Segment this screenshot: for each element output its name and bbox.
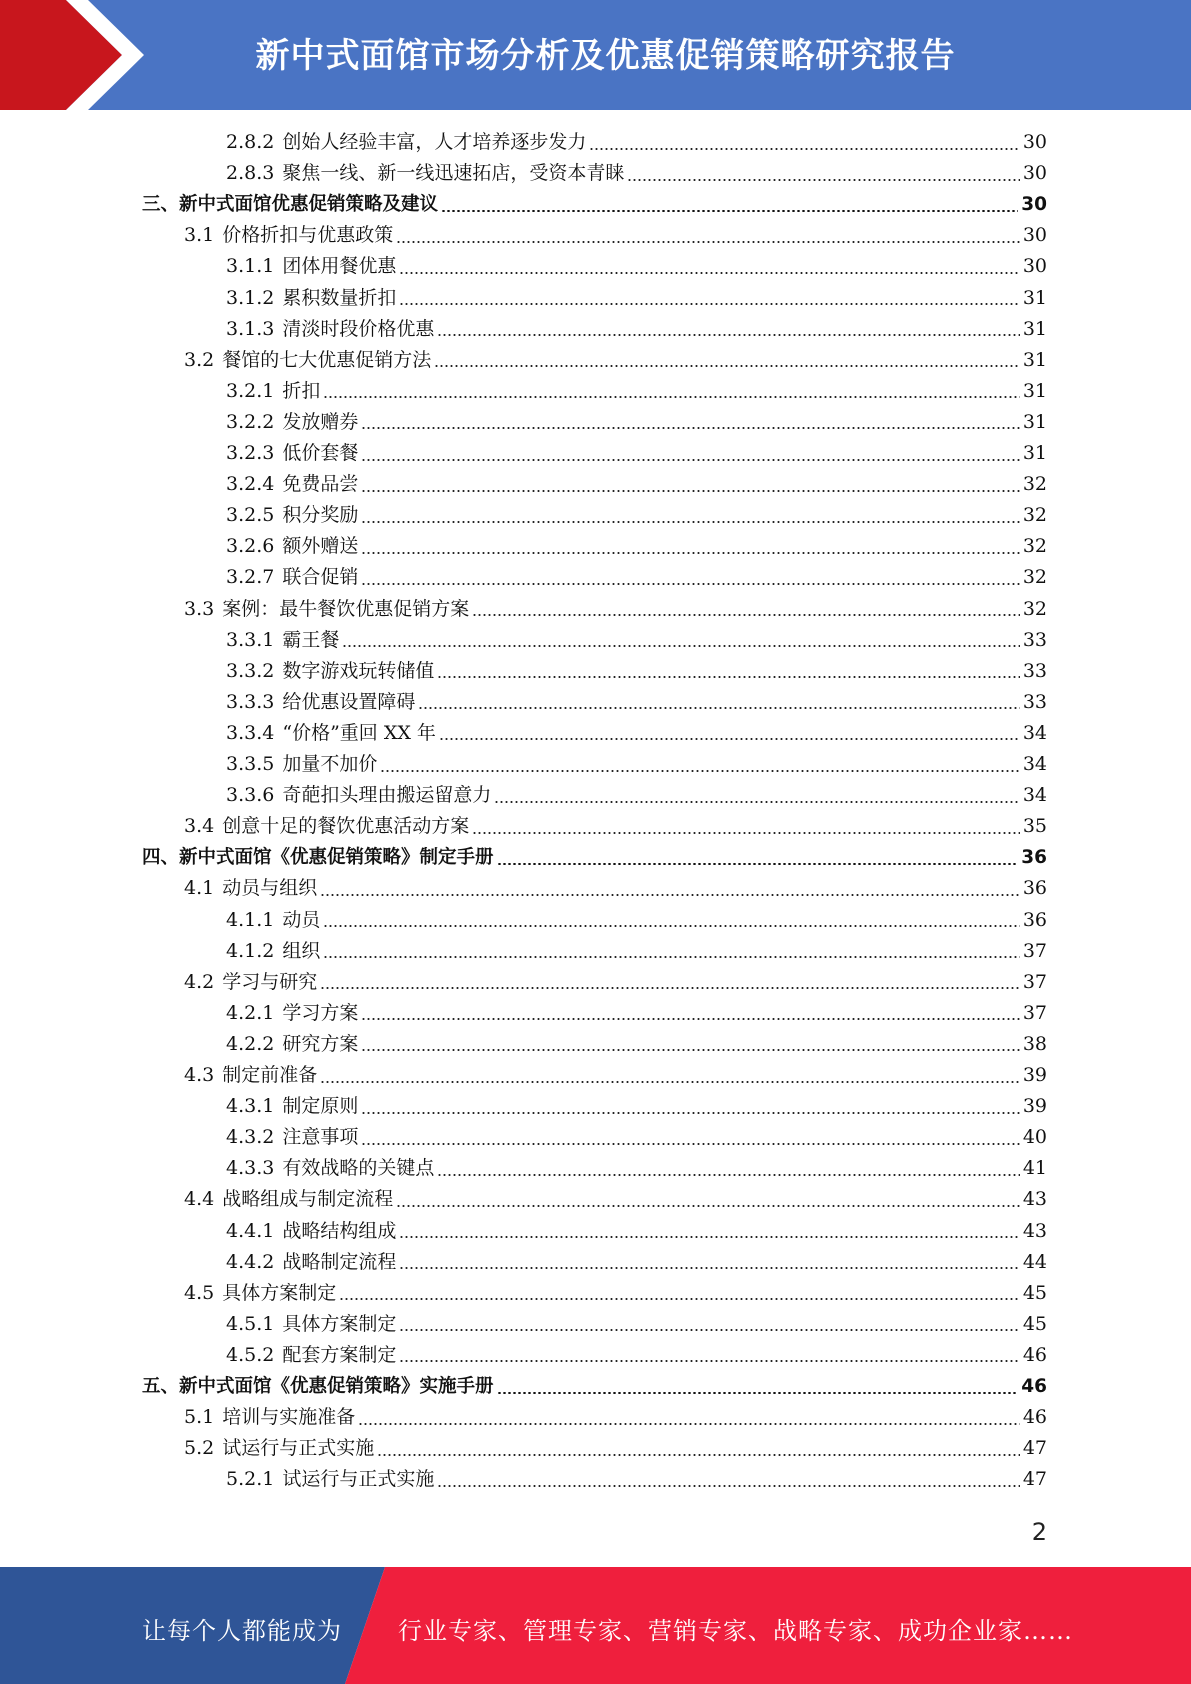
- toc-dot-leader: [437, 334, 1019, 336]
- report-title: 新中式面馆市场分析及优惠促销策略研究报告: [255, 36, 956, 76]
- toc-entry-title: 试运行与正式实施: [282, 1468, 435, 1491]
- toc-entry-number: 3.3.5: [226, 753, 275, 775]
- toc-entry-number: 3.1.3: [226, 317, 275, 340]
- toc-entry-number: 3.2.4: [226, 473, 275, 496]
- toc-entry[interactable]: [142, 189, 1047, 220]
- toc-entry-page: 30: [1022, 162, 1047, 185]
- toc-entry[interactable]: [142, 842, 1047, 873]
- toc-entry-page: 33: [1022, 690, 1047, 713]
- toc-entry[interactable]: [184, 345, 1047, 376]
- toc-entry-page: 37: [1022, 939, 1047, 962]
- toc-entry-title: 注意事项: [282, 1126, 359, 1149]
- toc-entry-title: 制定原则: [282, 1095, 359, 1118]
- toc-entry-number: 4.5.2: [226, 1343, 275, 1366]
- toc-entry-title: 折扣: [282, 379, 321, 402]
- toc-entry-number: 3.1.1: [226, 255, 275, 278]
- page-header: [0, 0, 1191, 110]
- toc-dot-leader: [377, 1454, 1020, 1456]
- toc-entry-title: 有效战略的关键点: [282, 1157, 435, 1180]
- toc-entry[interactable]: [184, 1060, 1047, 1091]
- toc-entry-number: 3.3.3: [226, 690, 275, 713]
- toc-entry-title: 聚焦一线、新一线迅速拓店，受资本青睐: [282, 162, 625, 185]
- toc-entry-number: 3.2.1: [226, 379, 275, 402]
- toc-dot-leader: [497, 1392, 1019, 1394]
- toc-entry-title: 战略组成与制定流程: [222, 1188, 394, 1211]
- toc-dot-leader: [437, 676, 1019, 678]
- toc-dot-leader: [472, 832, 1020, 834]
- page-footer: [0, 1567, 1191, 1684]
- toc-entry-page: 43: [1022, 1219, 1047, 1242]
- toc-entry-page: 35: [1022, 815, 1047, 838]
- toc-entry-title: 新中式面馆优惠促销策略及建议: [179, 194, 439, 216]
- toc-entry[interactable]: [226, 625, 1047, 656]
- toc-entry-page: 33: [1022, 659, 1047, 682]
- toc-dot-leader: [361, 1112, 1019, 1114]
- footer-slogan-left: 让每个人都能成为: [142, 1617, 342, 1645]
- toc-entry-title: 低价套餐: [282, 442, 359, 464]
- toc-entry-page: 34: [1022, 721, 1047, 744]
- toc-entry[interactable]: [226, 998, 1047, 1029]
- toc-entry-title: 价格折扣与优惠政策: [222, 224, 394, 247]
- toc-dot-leader: [418, 707, 1019, 709]
- toc-entry[interactable]: [184, 1278, 1047, 1309]
- toc-entry[interactable]: [226, 687, 1047, 718]
- toc-dot-leader: [439, 738, 1020, 740]
- toc-entry-number: 4.1.1: [226, 908, 275, 931]
- toc-entry-number: 3.2.2: [226, 410, 275, 433]
- toc-entry[interactable]: [226, 407, 1047, 438]
- toc-entry-number: 4.3.1: [226, 1095, 275, 1118]
- toc-entry-page: 32: [1022, 566, 1047, 589]
- toc-entry-number: 四、: [142, 847, 180, 869]
- toc-entry-number: 3.3.6: [226, 784, 275, 807]
- toc-entry[interactable]: [184, 1433, 1047, 1464]
- toc-entry-number: 3.2.6: [226, 535, 275, 558]
- toc-entry[interactable]: [226, 438, 1047, 469]
- toc-entry-number: 4.1: [184, 877, 215, 900]
- toc-entry-title: 具体方案制定: [282, 1312, 397, 1335]
- toc-entry-title: 学习方案: [282, 1001, 359, 1024]
- toc-entry-title: 战略制定流程: [282, 1250, 397, 1273]
- toc-entry[interactable]: [184, 873, 1047, 904]
- toc-entry-number: 4.5.1: [226, 1312, 275, 1335]
- toc-entry[interactable]: [226, 656, 1047, 687]
- toc-entry-title: 新中式面馆《优惠促销策略》实施手册: [179, 1376, 494, 1397]
- toc-entry[interactable]: [226, 469, 1047, 500]
- toc-dot-leader: [437, 1485, 1019, 1487]
- toc-entry-title: 清淡时段价格优惠: [282, 317, 435, 340]
- toc-entry-page: 39: [1022, 1064, 1047, 1086]
- toc-dot-leader: [361, 583, 1019, 585]
- toc-entry-page: 34: [1022, 753, 1047, 775]
- toc-dot-leader: [361, 459, 1019, 461]
- toc-entry-title: 创始人经验丰富，人才培养逐步发力: [282, 131, 587, 153]
- toc-entry-number: 4.3.2: [226, 1126, 275, 1149]
- toc-dot-leader: [497, 863, 1019, 865]
- toc-entry-page: 41: [1022, 1157, 1047, 1180]
- toc-entry-page: 46: [1021, 1376, 1047, 1397]
- toc-dot-leader: [361, 427, 1019, 429]
- toc-entry-title: 新中式面馆《优惠促销策略》制定手册: [179, 847, 494, 869]
- toc-entry-number: 三、: [142, 194, 180, 216]
- toc-entry[interactable]: [226, 936, 1047, 967]
- toc-dot-leader: [380, 770, 1019, 772]
- toc-entry-title: 组织: [282, 939, 321, 962]
- toc-entry-title: 动员: [282, 908, 321, 931]
- toc-entry-page: 32: [1022, 473, 1047, 496]
- toc-entry-number: 3.3.1: [226, 628, 275, 651]
- toc-entry-page: 30: [1022, 224, 1047, 247]
- toc-entry-number: 4.2.1: [226, 1001, 275, 1024]
- toc-entry-number: 3.4: [184, 815, 215, 838]
- toc-dot-leader: [399, 1360, 1019, 1362]
- toc-entry-page: 31: [1022, 317, 1047, 340]
- toc-entry-page: 45: [1022, 1312, 1047, 1335]
- toc-entry-number: 4.4: [184, 1188, 215, 1211]
- toc-entry-number: 五、: [142, 1376, 180, 1397]
- toc-dot-leader: [323, 956, 1019, 958]
- toc-entry[interactable]: [184, 1184, 1047, 1215]
- toc-entry-number: 4.5: [184, 1281, 215, 1304]
- toc-dot-leader: [399, 1267, 1019, 1269]
- toc-entry-title: 研究方案: [282, 1032, 359, 1055]
- toc-entry-number: 4.4.2: [226, 1250, 275, 1273]
- toc-entry[interactable]: [226, 158, 1047, 189]
- toc-entry-title: 额外赠送: [282, 535, 359, 558]
- footer-slogan-right: 行业专家、管理专家、营销专家、战略专家、成功企业家……: [398, 1617, 1073, 1645]
- toc-entry-number: 3.3: [184, 597, 215, 620]
- toc-entry[interactable]: [226, 562, 1047, 593]
- toc-entry[interactable]: [226, 1153, 1047, 1184]
- toc-dot-leader: [399, 303, 1019, 305]
- toc-entry-number: 4.1.2: [226, 939, 275, 962]
- toc-dot-leader: [441, 210, 1018, 212]
- toc-entry-title: 加量不加价: [282, 753, 378, 775]
- toc-entry-title: 数字游戏玩转储值: [282, 659, 435, 682]
- toc-entry-page: 31: [1022, 379, 1047, 402]
- toc-entry[interactable]: [226, 1029, 1047, 1060]
- toc-entry-number: 2.8.3: [226, 162, 275, 185]
- toc-entry[interactable]: [184, 811, 1047, 842]
- toc-entry[interactable]: [226, 376, 1047, 407]
- toc-entry-number: 3.2: [184, 348, 215, 371]
- toc-dot-leader: [361, 490, 1019, 492]
- toc-dot-leader: [396, 1205, 1020, 1207]
- toc-entry-page: 33: [1022, 628, 1047, 651]
- toc-entry-page: 32: [1022, 504, 1047, 527]
- toc-entry-title: 奇葩扣头理由搬运留意力: [282, 784, 492, 807]
- toc-dot-leader: [627, 179, 1019, 181]
- toc-entry-page: 37: [1022, 1001, 1047, 1024]
- toc-entry[interactable]: [184, 220, 1047, 251]
- toc-entry-number: 5.2: [184, 1437, 215, 1460]
- toc-entry-page: 31: [1022, 442, 1047, 464]
- toc-entry-title: 案例：最牛餐饮优惠促销方案: [222, 597, 470, 620]
- toc-entry-page: 30: [1021, 194, 1047, 216]
- toc-entry[interactable]: [226, 283, 1047, 314]
- toc-entry[interactable]: [226, 1247, 1047, 1278]
- toc-dot-leader: [589, 148, 1019, 150]
- toc-entry-title: 积分奖励: [282, 504, 359, 527]
- toc-entry[interactable]: [226, 251, 1047, 282]
- toc-dot-leader: [399, 1236, 1019, 1238]
- toc-entry-title: 累积数量折扣: [282, 286, 397, 309]
- toc-entry[interactable]: [184, 594, 1047, 625]
- toc-entry-number: 4.3.3: [226, 1157, 275, 1180]
- toc-entry-page: 43: [1022, 1188, 1047, 1211]
- toc-entry-number: 3.2.5: [226, 504, 275, 527]
- toc-entry-title: 团体用餐优惠: [282, 255, 397, 278]
- toc-dot-leader: [358, 1423, 1020, 1425]
- toc-entry[interactable]: [226, 718, 1047, 749]
- toc-entry-number: 4.2.2: [226, 1032, 275, 1055]
- toc-entry-number: 5.1: [184, 1406, 215, 1429]
- toc-entry-page: 40: [1022, 1126, 1047, 1149]
- toc-dot-leader: [361, 521, 1019, 523]
- toc-dot-leader: [323, 925, 1019, 927]
- toc-entry[interactable]: [142, 1371, 1047, 1402]
- toc-dot-leader: [320, 894, 1020, 896]
- toc-entry-title: 发放赠券: [282, 410, 359, 433]
- toc-dot-leader: [323, 396, 1019, 398]
- toc-entry-page: 32: [1022, 535, 1047, 558]
- toc-entry-page: 31: [1022, 348, 1047, 371]
- toc-entry[interactable]: [226, 1122, 1047, 1153]
- toc-entry-number: 3.1: [184, 224, 215, 247]
- toc-entry-page: 45: [1022, 1281, 1047, 1304]
- toc-entry[interactable]: [226, 749, 1047, 780]
- toc-entry-title: 动员与组织: [222, 877, 318, 900]
- toc-entry[interactable]: [226, 1340, 1047, 1371]
- toc-entry-page: 36: [1022, 908, 1047, 931]
- toc-entry-page: 47: [1022, 1437, 1047, 1460]
- toc-entry[interactable]: [226, 1309, 1047, 1340]
- toc-entry-page: 30: [1022, 255, 1047, 278]
- toc-entry-page: 47: [1022, 1468, 1047, 1491]
- toc-entry-page: 31: [1022, 410, 1047, 433]
- toc-entry-number: 5.2.1: [226, 1468, 275, 1491]
- toc-dot-leader: [434, 365, 1020, 367]
- toc-entry-title: 战略结构组成: [282, 1219, 397, 1242]
- toc-entry[interactable]: [226, 314, 1047, 345]
- toc-entry-page: 39: [1022, 1095, 1047, 1118]
- toc-entry[interactable]: [226, 500, 1047, 531]
- toc-dot-leader: [361, 1049, 1019, 1051]
- page-number: 2: [1031, 1518, 1047, 1546]
- toc-dot-leader: [361, 1143, 1019, 1145]
- toc-dot-leader: [320, 987, 1020, 989]
- toc-dot-leader: [342, 645, 1019, 647]
- toc-entry[interactable]: [226, 780, 1047, 811]
- toc-dot-leader: [399, 272, 1019, 274]
- toc-entry-page: 30: [1022, 131, 1047, 153]
- toc-entry[interactable]: [226, 905, 1047, 936]
- toc-entry-title: 创意十足的餐饮优惠活动方案: [222, 815, 470, 838]
- toc-entry-title: 霸王餐: [282, 628, 340, 651]
- toc-dot-leader: [399, 1329, 1019, 1331]
- toc-dot-leader: [320, 1081, 1020, 1083]
- toc-entry-number: 3.3.2: [226, 659, 275, 682]
- toc-entry-page: 37: [1022, 970, 1047, 993]
- toc-dot-leader: [396, 241, 1020, 243]
- toc-entry-page: 46: [1022, 1343, 1047, 1366]
- toc-dot-leader: [494, 801, 1019, 803]
- toc-entry[interactable]: [226, 1091, 1047, 1122]
- toc-entry-title: 给优惠设置障碍: [282, 690, 416, 713]
- toc-entry-title: 联合促销: [282, 566, 359, 589]
- toc-entry-title: 配套方案制定: [282, 1343, 397, 1366]
- toc-entry-number: 4.4.1: [226, 1219, 275, 1242]
- toc-dot-leader: [361, 1018, 1019, 1020]
- toc-entry-page: 32: [1022, 597, 1047, 620]
- toc-entry-number: 2.8.2: [226, 131, 275, 153]
- toc-entry-page: 36: [1021, 847, 1047, 869]
- toc-entry[interactable]: [226, 531, 1047, 562]
- toc-dot-leader: [339, 1298, 1020, 1300]
- toc-dot-leader: [437, 1174, 1019, 1176]
- toc-dot-leader: [472, 614, 1020, 616]
- toc-entry[interactable]: [184, 1402, 1047, 1433]
- toc-entry-page: 36: [1022, 877, 1047, 900]
- toc-entry-number: 4.2: [184, 970, 215, 993]
- toc-entry-page: 44: [1022, 1250, 1047, 1273]
- toc-entry-title: 免费品尝: [282, 473, 359, 496]
- toc-entry-page: 34: [1022, 784, 1047, 807]
- toc-entry-title: 餐馆的七大优惠促销方法: [222, 348, 432, 371]
- toc-entry-number: 3.1.2: [226, 286, 275, 309]
- toc-entry-number: 3.2.7: [226, 566, 275, 589]
- toc-entry-number: 4.3: [184, 1064, 215, 1086]
- toc-entry-page: 46: [1022, 1406, 1047, 1429]
- toc-entry-title: “价格”重回 XX 年: [282, 721, 436, 744]
- toc-entry-number: 3.3.4: [226, 721, 275, 744]
- toc-entry-page: 31: [1022, 286, 1047, 309]
- toc-entry-title: 具体方案制定: [222, 1281, 337, 1304]
- toc-entry[interactable]: [226, 127, 1047, 158]
- toc-entry-title: 试运行与正式实施: [222, 1437, 375, 1460]
- toc-entry-title: 培训与实施准备: [222, 1406, 356, 1429]
- toc-entry-title: 学习与研究: [222, 970, 318, 993]
- toc-entry-number: 3.2.3: [226, 442, 275, 464]
- toc-entry-title: 制定前准备: [222, 1064, 318, 1086]
- toc-entry[interactable]: [226, 1216, 1047, 1247]
- toc-entry[interactable]: [226, 1464, 1047, 1495]
- toc-entry-page: 38: [1022, 1032, 1047, 1055]
- toc-entry[interactable]: [184, 967, 1047, 998]
- toc-dot-leader: [361, 552, 1019, 554]
